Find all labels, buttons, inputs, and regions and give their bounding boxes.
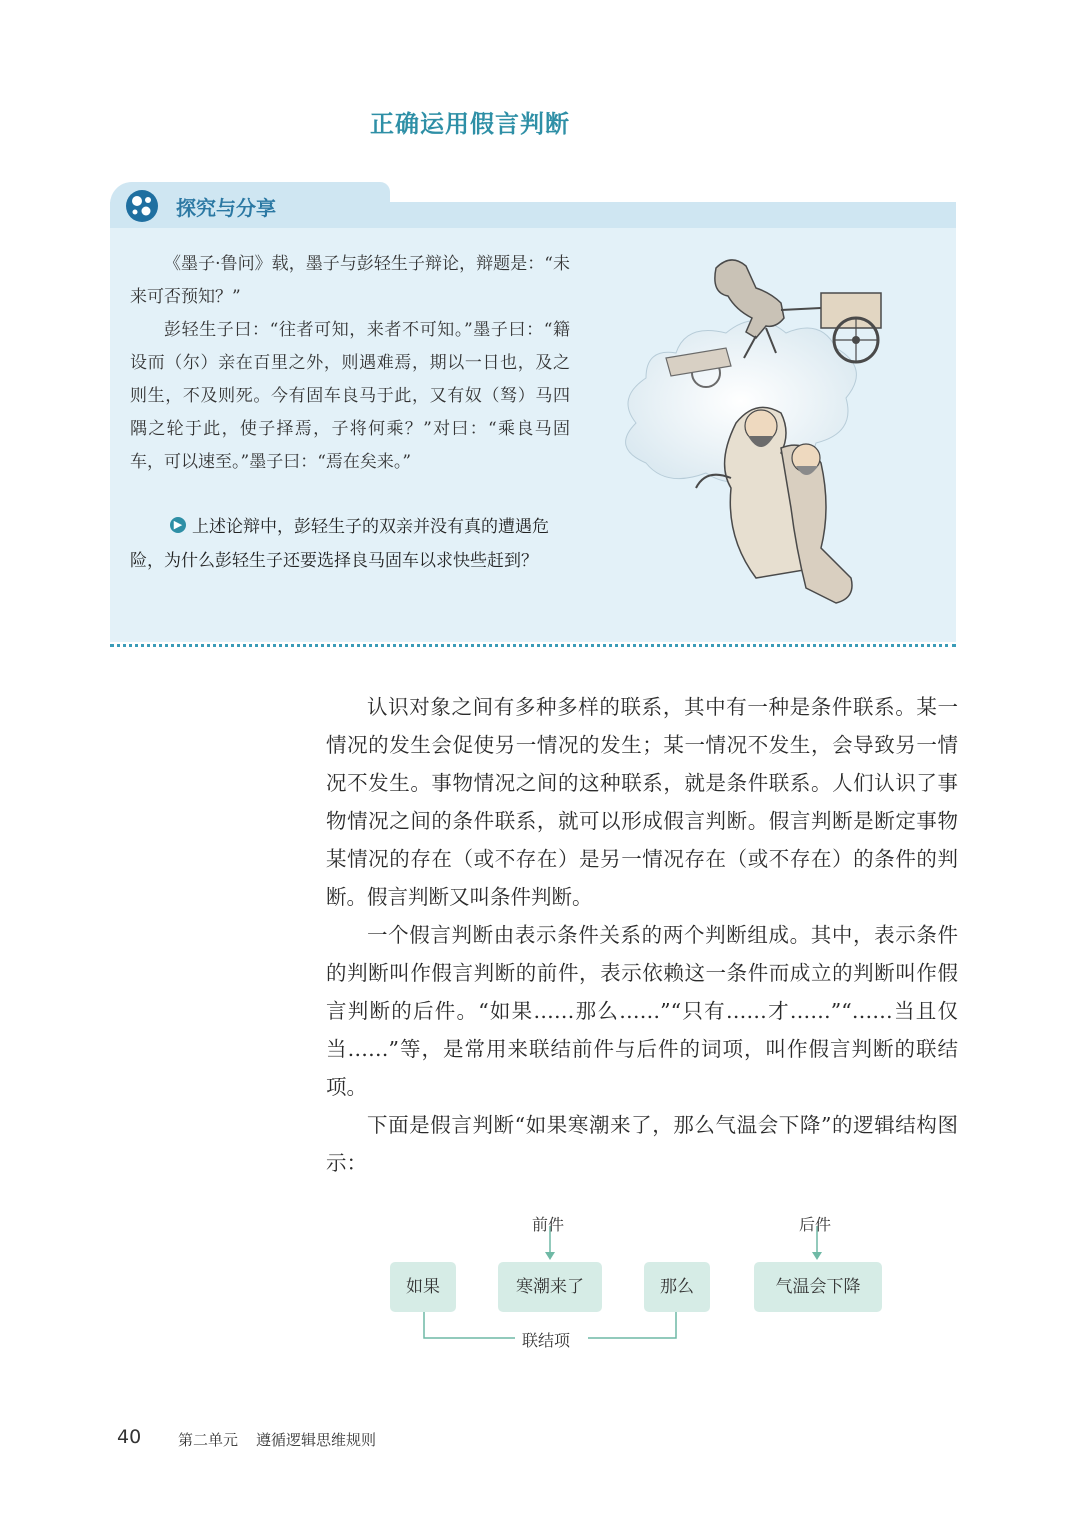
unit-title: 遵循逻辑思维规则 bbox=[256, 1431, 377, 1449]
antecedent-box: 寒潮来了 bbox=[498, 1262, 602, 1312]
explore-question bbox=[130, 510, 580, 578]
connective-label: 联结项 bbox=[522, 1331, 571, 1350]
consequent-box: 气温会下降 bbox=[754, 1262, 882, 1312]
connective-if-box: 如果 bbox=[390, 1262, 456, 1312]
story-paragraph: 《墨子·鲁问》载，墨子与彭轻生子辩论，辩题是：“未来可否预知？” bbox=[130, 254, 570, 307]
logic-structure-diagram bbox=[380, 1208, 900, 1358]
explore-story bbox=[130, 248, 570, 479]
connective-then-box: 那么 bbox=[644, 1262, 710, 1312]
body-text bbox=[326, 688, 958, 1182]
body-paragraph: 认识对象之间有多种多样的联系，其中有一种是条件联系。某一情况的发生会促使另一情况的发生；某一情况不发生，会导致另一情况不发生。事物情况之间的这种联系，就是条件联系。人们认识了事物情况之间的条件联系，就可以形成假言判断。假言判断是断定事物某情况的存在（或不存在）是另一情况存在（或不存在）的条件的判断。假言判断又叫条件判断。 bbox=[326, 695, 958, 909]
antecedent-label: 前件 bbox=[532, 1215, 565, 1234]
consequent-label: 后件 bbox=[799, 1215, 832, 1234]
story-paragraph: 彭轻生子曰：“往者可知，来者不可知。”墨子曰：“籍设而（尔）亲在百里之外，则遇难焉，期以一日也，及之则生，不及则死。今有固车良马于此，又有奴（驽）马四隅之轮于此，使子择焉，子将何乘？”对曰：“乘良马固车，可以速至。”墨子曰：“焉在矣来。” bbox=[130, 320, 570, 472]
explore-divider bbox=[110, 644, 956, 647]
explore-bubbles-icon bbox=[124, 188, 160, 224]
footer-unit bbox=[178, 1429, 394, 1450]
question-text: 上述论辩中，彭轻生子的双亲并没有真的遭遇危险，为什么彭轻生子还要选择良马固车以求快些赶到？ bbox=[130, 517, 549, 571]
page-number: 40 bbox=[117, 1426, 142, 1448]
section-title: 正确运用假言判断 bbox=[370, 110, 570, 138]
unit-label: 第二单元 bbox=[178, 1431, 239, 1449]
arrow-right-icon: ▶ bbox=[170, 517, 186, 533]
body-paragraph: 一个假言判断由表示条件关系的两个判断组成。其中，表示条件的判断叫作假言判断的前件，表示依赖这一条件而成立的判断叫作假言判断的后件。“如果……那么……”“只有……才……”“……当且仅当……”等，是常用来联结前件与后件的词项，叫作假言判断的联结项。 bbox=[326, 923, 958, 1099]
body-paragraph: 下面是假言判断“如果寒潮来了，那么气温会下降”的逻辑结构图示： bbox=[326, 1113, 958, 1175]
explore-label: 探究与分享 bbox=[176, 196, 276, 220]
mozi-debate-illustration bbox=[606, 248, 906, 608]
